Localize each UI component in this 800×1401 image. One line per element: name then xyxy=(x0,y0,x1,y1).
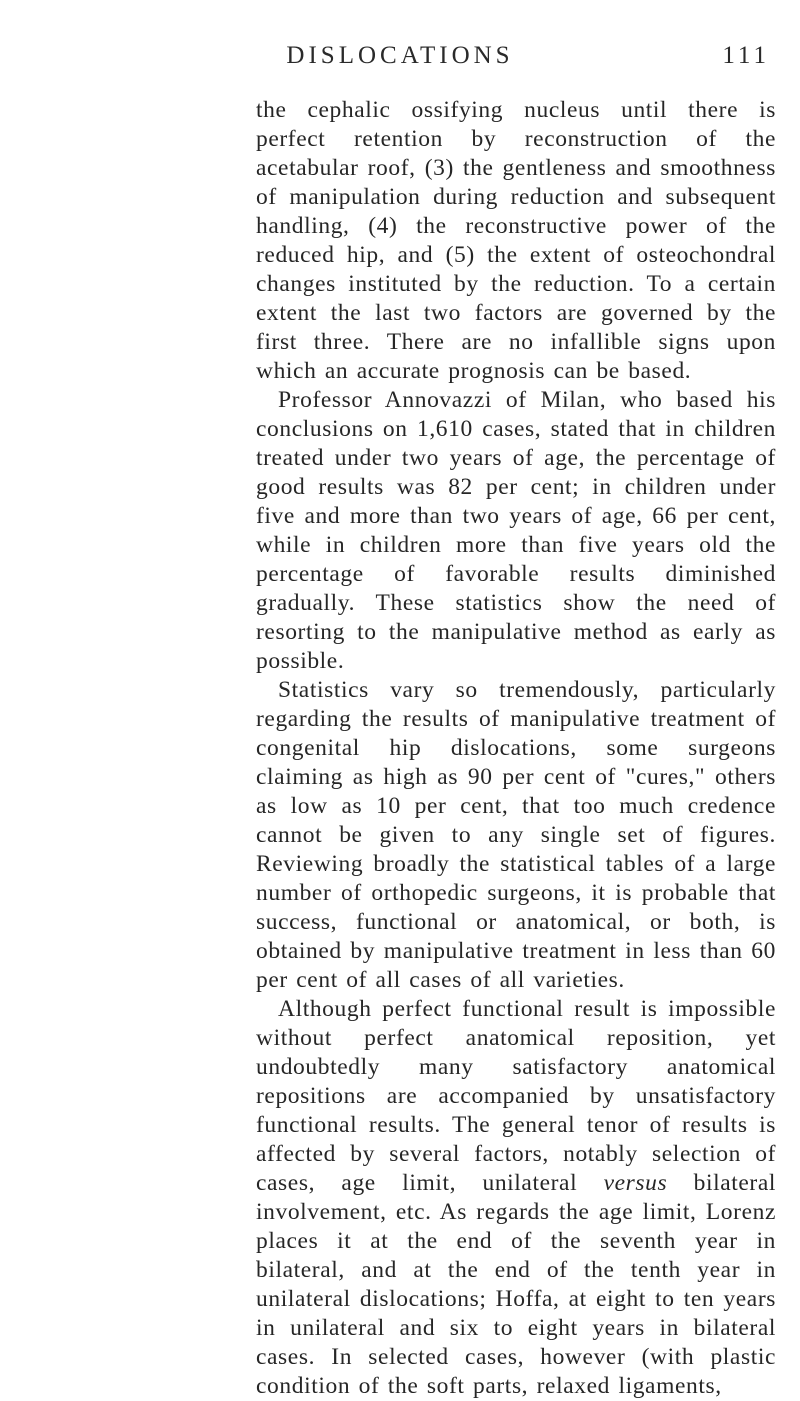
running-title: DISLOCATIONS xyxy=(286,42,514,69)
paragraph-2-text: Professor Annovazzi of Milan, who based his conclusions on 1,610 cases, stated that in children treated under two years of age, the percentage of good results was 82 per cent; in children under five and more than two years of age, 66 per cent, while in children more than five years old the percentage of favorable results diminished gradually. These statistics show the need of resorting to the manipulative method as early as possible. xyxy=(256,387,776,674)
paragraph-4 xyxy=(256,995,776,1401)
paragraph-4-text-b: bilateral involvement, etc. As regards the age limit, Lorenz places it at the end of the seventh year in bilateral, and at the end of the tenth year in unilateral dislocations; Hoffa, at eight to ten years in unilateral and six to eight years in bilateral cases. In selected cases, however (with plastic condition of the soft parts, relaxed ligaments, xyxy=(256,1170,776,1399)
paragraph-4-text-a: Although perfect functional result is impossible without perfect anatomical reposition, yet undoubtedly many satisfactory anatomical repositions are accompanied by unsatisfactory functional results. The general tenor of results is affected by several factors, notably selection of cases, age limit, unilateral xyxy=(256,996,776,1196)
paragraph-1 xyxy=(256,96,776,386)
paragraph-2 xyxy=(256,386,776,676)
paragraph-1-text: the cephalic ossifying nucleus until there is perfect retention by reconstruction of the acetabular roof, (3) the gentleness and smoothness of manipulation during reduction and subsequent handling, (4) the reconstructive power of the reduced hip, and (5) the extent of osteochondral changes instituted by the reduction. To a certain extent the last two factors are governed by the first three. There are no infallible signs upon which an accurate prognosis can be based. xyxy=(256,97,776,384)
page-number: 111 xyxy=(722,42,770,69)
body-text xyxy=(256,96,776,1401)
paragraph-4-italic-versus: versus xyxy=(603,1170,668,1196)
paragraph-3 xyxy=(256,676,776,995)
running-head xyxy=(0,42,800,82)
paragraph-3-text: Statistics vary so tremendously, particularly regarding the results of manipulative treatment of congenital hip dislocations, some surgeons claiming as high as 90 per cent of "cures," others as low as 10 per cent, that too much credence cannot be given to any single set of figures. Reviewing broadly the statistical tables of a large number of orthopedic surgeons, it is probable that success, functional or anatomical, or both, is obtained by manipulative treatment in less than 60 per cent of all cases of all varieties. xyxy=(256,677,776,993)
